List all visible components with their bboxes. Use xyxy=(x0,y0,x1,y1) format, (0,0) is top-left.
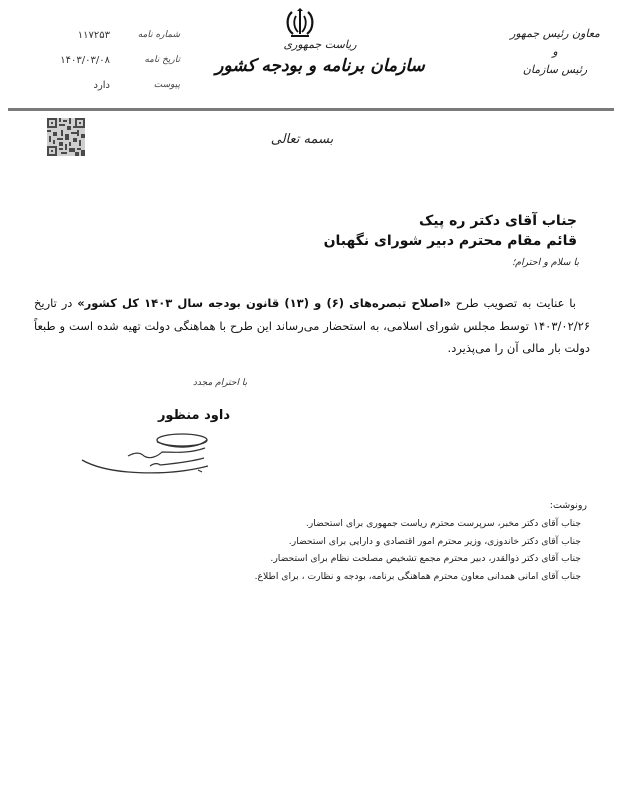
letter-number-value: ۱۱۷۲۵۳ xyxy=(77,30,110,41)
basmala-heading: بسمه تعالی xyxy=(270,132,334,147)
body-text-part2: در تاریخ ۱۴۰۳/۰۲/۲۶ توسط مجلس شورای اسلامی، به استحضار می‌رساند این طرح با هماهنگی دولت تهیه شده است و طبعاً دولت بار مالی آن را می‌پذیرد. xyxy=(34,296,590,355)
cc-list xyxy=(241,515,581,585)
header-divider xyxy=(8,108,614,111)
letter-date-row xyxy=(30,55,180,73)
attachment-value: دارد xyxy=(93,80,110,91)
iran-emblem-icon xyxy=(283,8,317,38)
letter-number-label: شماره نامه xyxy=(137,30,180,40)
sender-title xyxy=(505,22,605,82)
letter-number-row xyxy=(30,30,180,48)
cc-item: جناب آقای دکتر ذوالقدر، دبیر محترم مجمع تشخیص مصلحت نظام برای استحضار. xyxy=(270,553,581,564)
cc-item: جناب آقای امانی همدانی معاون محترم هماهنگی برنامه، بودجه و نظارت ، برای اطلاع. xyxy=(254,570,581,582)
cc-title: رونوشت: xyxy=(549,500,587,511)
sender-title-line1: معاون رئیس جمهور xyxy=(510,27,600,40)
letter-date-value: ۱۴۰۳/۰۳/۰۸ xyxy=(60,55,110,66)
bill-title: «اصلاح تبصره‌های (۶) و (۱۳) قانون بودجه سال ۱۴۰۳ کل کشور» xyxy=(77,296,451,310)
sender-title-line2: و xyxy=(552,45,558,58)
qr-code-icon xyxy=(47,118,85,156)
letter-date-label: تاریخ نامه xyxy=(144,55,180,65)
organization-name: سازمان برنامه و بودجه کشور xyxy=(215,56,425,76)
handwritten-signature-icon xyxy=(80,430,220,480)
letter-body xyxy=(34,292,590,360)
attachment-row xyxy=(30,80,180,98)
salutation: با سلام و احترام؛ xyxy=(512,257,579,268)
addressee-name: جناب آقای دکتر ره پیک xyxy=(418,213,577,229)
addressee-block xyxy=(237,211,577,251)
signer-name: داود منظور xyxy=(157,408,230,423)
cc-item: جناب آقای دکتر مخبر، سرپرست محترم ریاست جمهوری برای استحضار. xyxy=(305,518,581,529)
closing-phrase: با احترام مجدد xyxy=(192,378,248,388)
attachment-label: پیوست xyxy=(153,80,180,90)
addressee-title: قائم مقام محترم دبیر شورای نگهبان xyxy=(323,233,577,249)
presidency-label: ریاست جمهوری xyxy=(283,38,357,51)
cc-item: جناب آقای دکتر خاندوزی، وزیر محترم امور اقتصادی و دارایی برای استحضار. xyxy=(288,535,581,547)
sender-title-line3: رئیس سازمان xyxy=(522,63,588,76)
body-text-part1: با عنایت به تصویب طرح xyxy=(450,296,576,310)
